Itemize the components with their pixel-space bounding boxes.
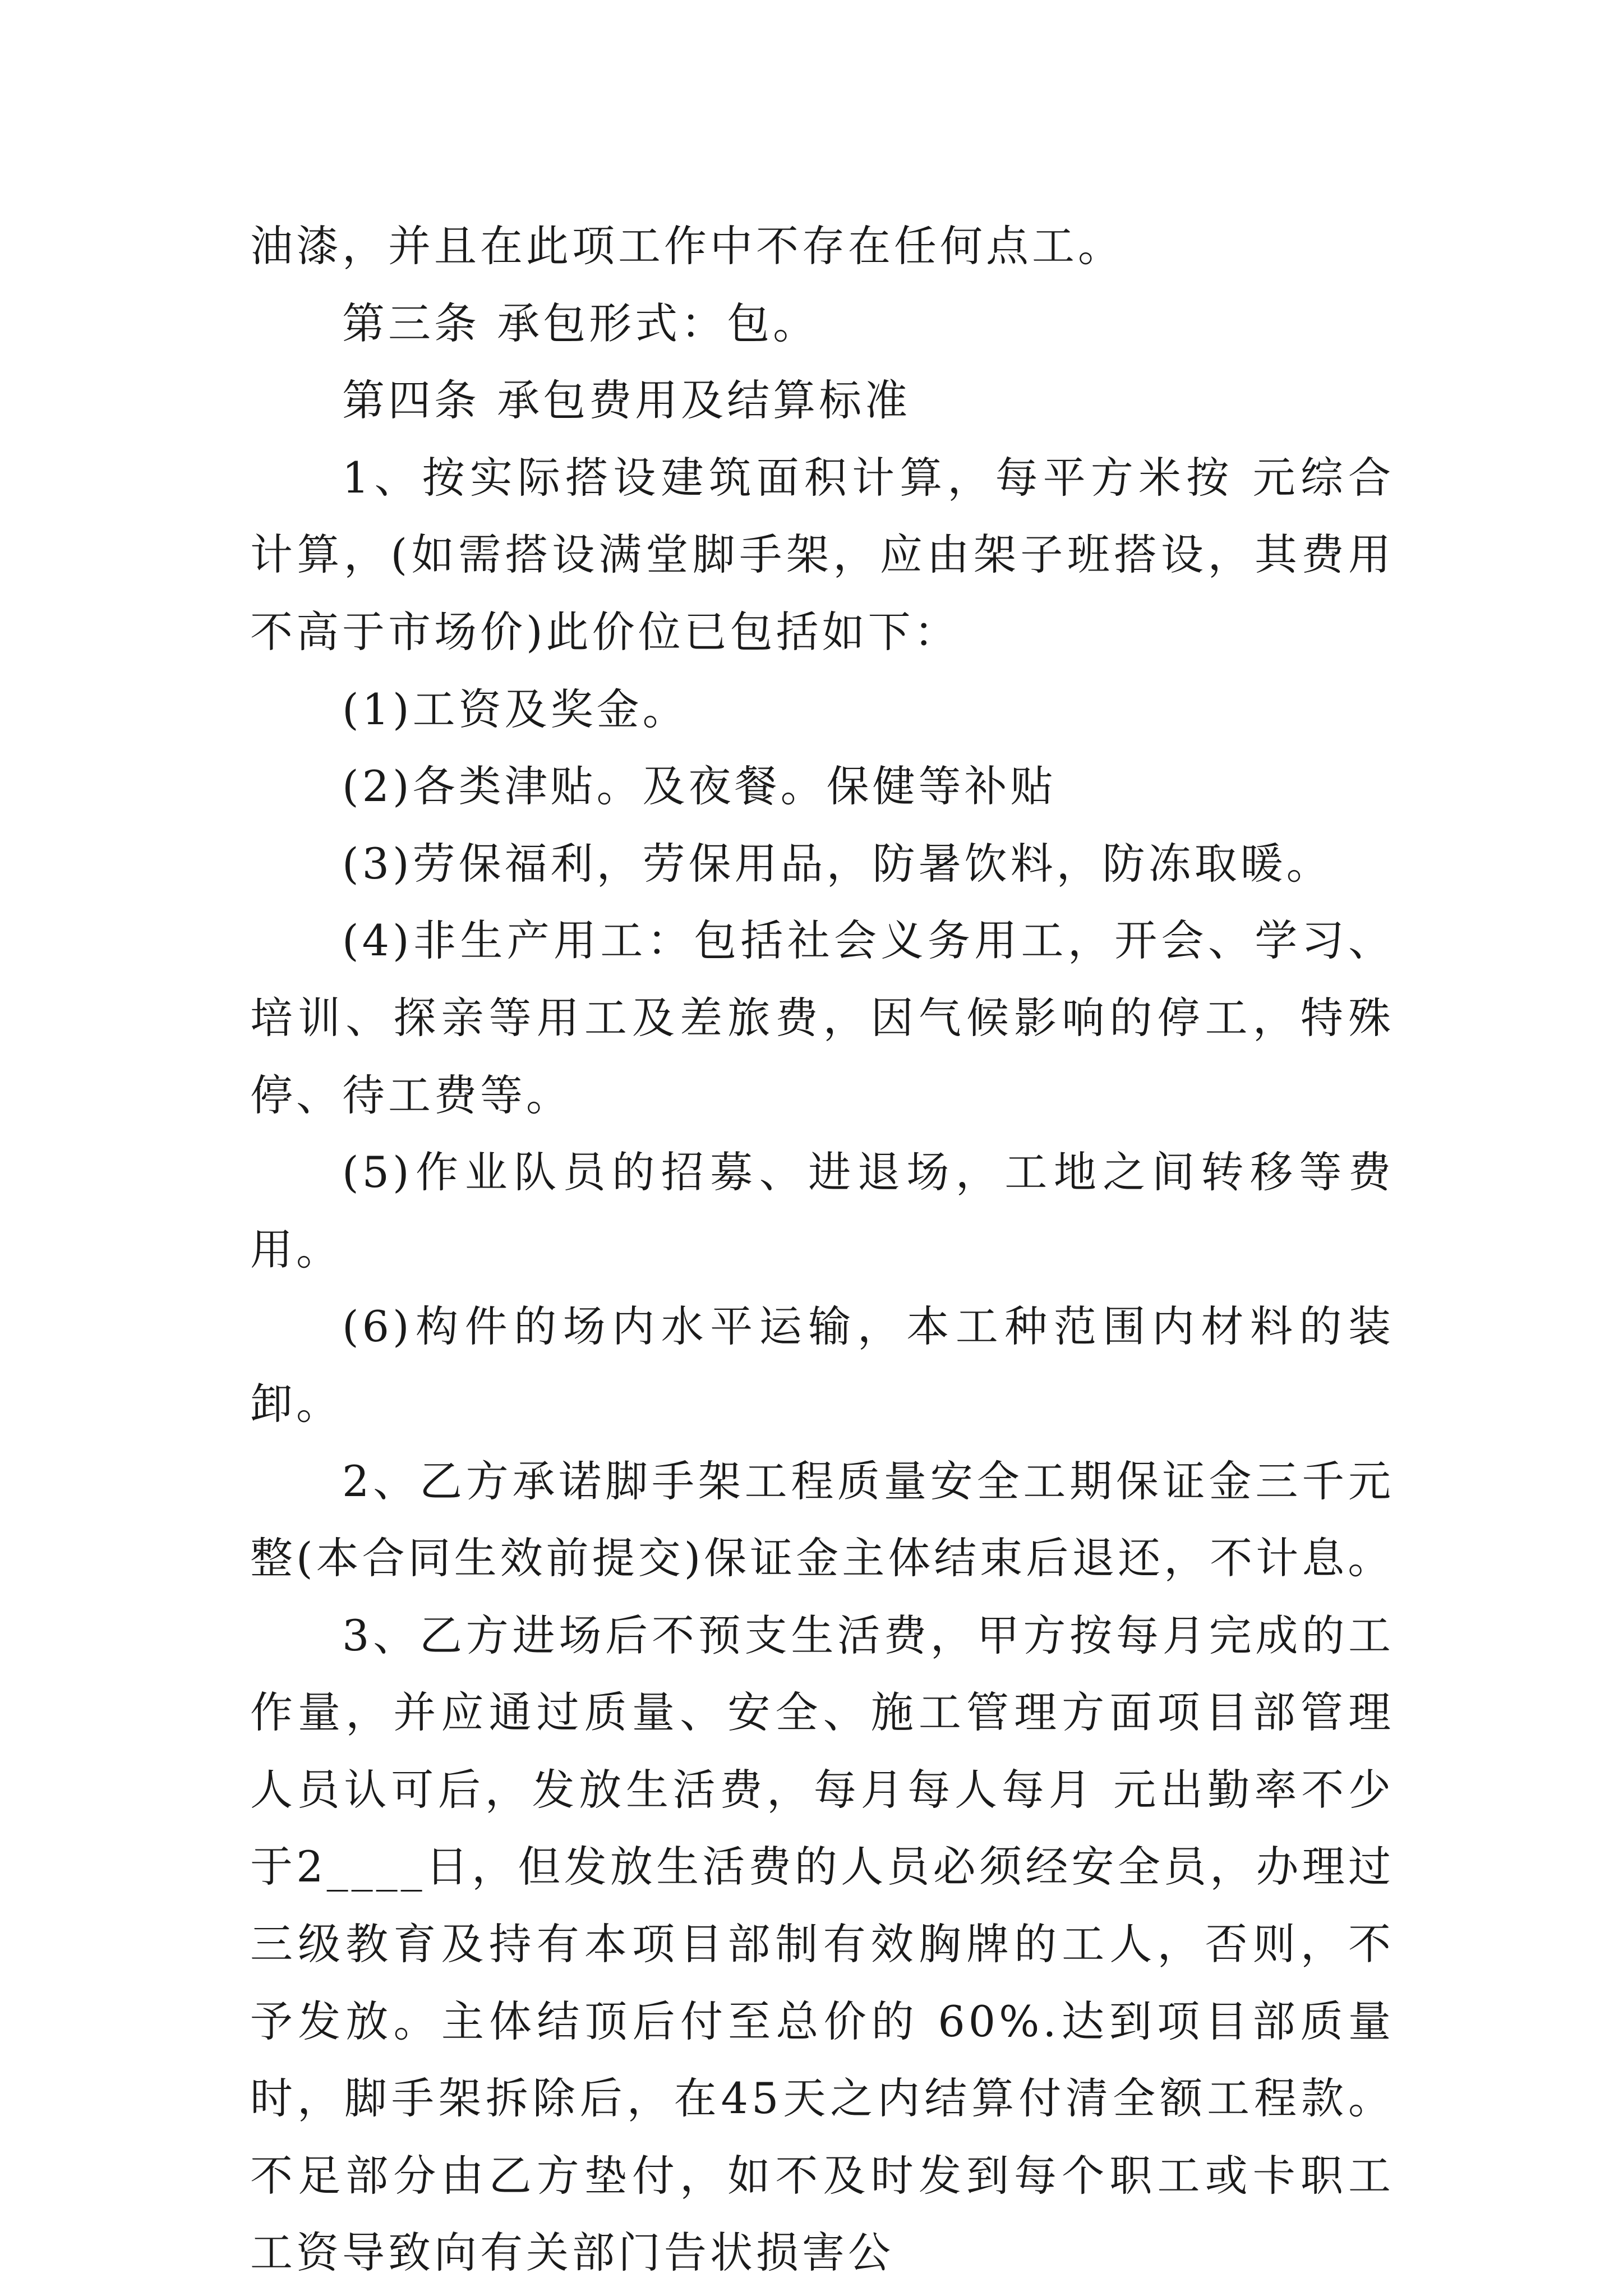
- paragraph-5: (1)工资及奖金。: [342, 684, 689, 734]
- paragraph-4: 1、按实际搭设建筑面积计算，每平方米按 元综合计算，(如需搭设满堂脚手架，应由架子班搭设，其费用不高于市场价)此价位已包括如下：: [250, 452, 1394, 657]
- paragraph-11: 2、乙方承诺脚手架工程质量安全工期保证金三千元整(本合同生效前提交)保证金主体结束后退还，不计息。: [250, 1456, 1394, 1584]
- paragraph-3: 第四条 承包费用及结算标准: [342, 375, 911, 426]
- paragraph-10: (6)构件的场内水平运输，本工种范围内材料的装卸。: [250, 1301, 1394, 1429]
- paragraph-6: (2)各类津贴。及夜餐。保健等补贴: [342, 761, 1057, 812]
- paragraph-2: 第三条 承包形式：包。: [342, 298, 819, 348]
- paragraph-7: (3)劳保福利，劳保用品，防暑饮料，防冻取暖。: [342, 838, 1332, 889]
- paragraph-1: 油漆，并且在此项工作中不存在任何点工。: [250, 221, 1124, 271]
- paragraph-8: (4)非生产用工：包括社会义务用工，开会、学习、培训、探亲等用工及差旅费，因气候影响的停工，特殊停、待工费等。: [250, 915, 1394, 1120]
- paragraph-12: 3、乙方进场后不预支生活费，甲方按每月完成的工作量，并应通过质量、安全、施工管理方面项目部管理人员认可后，发放生活费，每月每人每月 元出勤率不少于2____日，但发放生活费的人员必须经安全员，办理过三级教育及持有本项目部制有效胸牌的工人，否则，不予发放。主体结顶后付至总价的 60%.达到项目部质量时，脚手架拆除后，在45天之内结算付清全额工程款。不足部分由乙方垫付，如不及时发到每个职工或卡职工工资导致向有关部门告状损害公: [250, 1610, 1394, 2278]
- paragraph-9: (5)作业队员的招募、进退场，工地之间转移等费用。: [250, 1147, 1394, 1274]
- document-body: [250, 208, 1394, 2292]
